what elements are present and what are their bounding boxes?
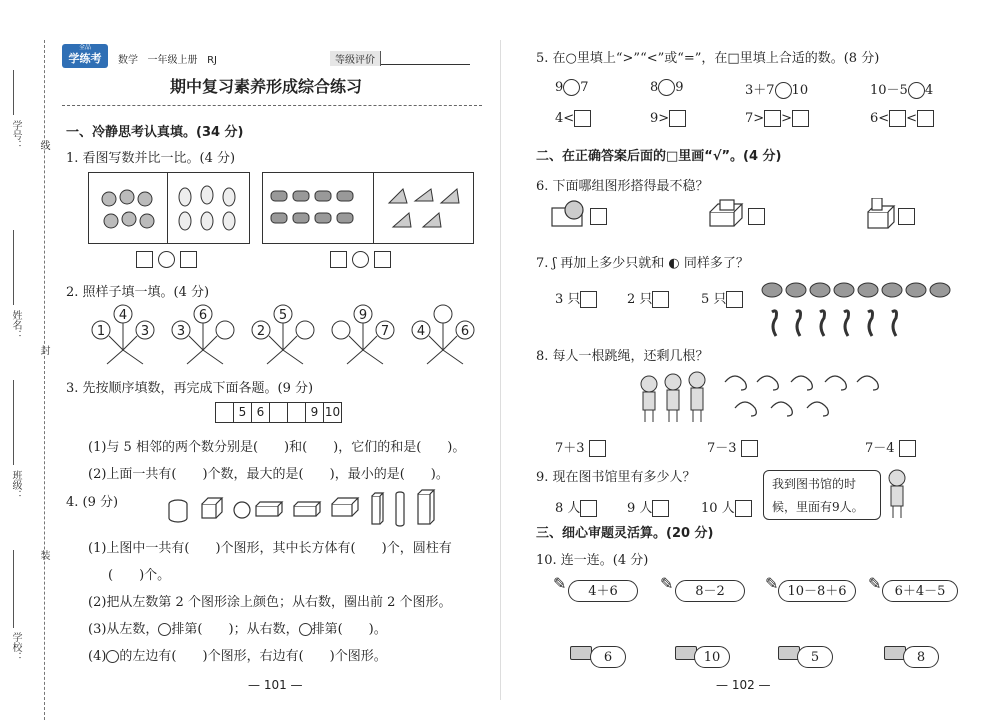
page-number-right: — 102 — [716,678,771,692]
compare-circle[interactable] [775,82,792,99]
pencil-icon: ✎ [660,574,674,593]
pencil-icon: ✎ [868,574,882,593]
check-box[interactable] [580,500,597,517]
logo: 全品 学练考 [62,44,108,68]
seal-mark: 装 [38,550,49,560]
svg-text:4: 4 [118,308,128,323]
picture-frame-fruit [88,172,250,244]
question-4-part-4: (4) 的左边有( )个图形，右边有( )个图形。 [88,649,387,664]
check-box[interactable] [589,440,606,457]
pencil-icon: ✎ [553,574,567,593]
seq-cell: 5 [234,403,252,422]
seal-mark: 线 [38,140,49,150]
seq-cell [270,403,288,422]
pencil-icon: ✎ [765,574,779,593]
sphere-icon [158,623,171,636]
question-4-part-2: (2)把从左数第 2 个图形涂上颜色；从右数，圈出前 2 个图形。 [88,595,452,610]
dolphin-icon: ◐ [668,256,680,271]
expression-pill[interactable]: 10－8＋6 [778,580,856,602]
section-1-title: 一、冷静思考认真填。(34 分) [66,125,244,140]
svg-text:5: 5 [278,308,288,323]
stacking-options [550,198,930,234]
name-label: 姓名： [10,310,21,340]
question-6: 6. 下面哪组图形搭得最不稳？ [536,179,709,194]
check-box[interactable] [735,500,752,517]
answer-box[interactable] [792,110,809,127]
answer-box[interactable] [889,110,906,127]
seq-cell [216,403,234,422]
check-box[interactable] [590,208,607,225]
seal-mark: 封 [38,345,49,355]
compare-row-2 [330,249,391,268]
number-sequence [215,402,342,423]
check-box[interactable] [726,291,743,308]
check-box[interactable] [899,440,916,457]
seahorse-icon: ʃ [552,256,557,271]
seq-cell: 10 [324,403,342,422]
check-box[interactable] [898,208,915,225]
question-4-part-3: (3)从左数， 排第( )；从右数， 排第( )。 [88,622,387,637]
question-8: 8. 每人一根跳绳，还剩几根？ [536,349,709,364]
check-box[interactable] [748,208,765,225]
answer-box[interactable] [669,110,686,127]
fruit-illustration [89,173,249,243]
answer-pill[interactable]: 8 [903,646,939,668]
svg-text:7: 7 [380,324,390,339]
eraser-icon [570,646,592,660]
check-box[interactable] [652,500,669,517]
rating-box: 等级评价 [330,51,470,65]
solid-shapes [160,488,440,530]
answer-box[interactable] [180,251,197,268]
book-info: 数学 一年级上册 RJ [118,55,217,66]
question-10: 10. 连一连。(4 分) [536,553,649,568]
expression-pill[interactable]: 6＋4－5 [882,580,958,602]
answer-pill[interactable]: 5 [797,646,833,668]
answer-box[interactable] [764,110,781,127]
compare-row-1 [136,249,197,268]
compare-circle[interactable] [563,79,580,96]
seq-cell [288,403,306,422]
svg-text:2: 2 [256,324,266,339]
seq-cell: 6 [252,403,270,422]
svg-text:9: 9 [358,308,368,323]
question-5: 5. 在○里填上“>”“<”或“=”，在□里填上合适的数。(8 分) [536,51,880,66]
question-1: 1. 看图写数并比一比。(4 分) [66,151,236,166]
check-box[interactable] [652,291,669,308]
answer-box[interactable] [136,251,153,268]
question-4-part-1-cont: ( )个。 [108,568,171,583]
sphere-icon [299,623,312,636]
svg-text:6: 6 [460,324,470,339]
svg-text:3: 3 [176,324,186,339]
class-label: 班级： [10,470,21,500]
answer-box[interactable] [574,110,591,127]
page-number-left: — 101 — [248,678,303,692]
compare-circle[interactable] [352,251,369,268]
question-7: 7. ʃ 再加上多少只就和 ◐ 同样多了？ [536,256,749,271]
id-label: 学号： [10,120,21,150]
question-9: 9. 现在图书馆里有多少人？ [536,470,696,485]
section-2-title: 二、在正确答案后面的□里画“√”。(4 分) [536,149,782,164]
question-2: 2. 照样子填一填。(4 分) [66,285,210,300]
answer-pill[interactable]: 10 [694,646,730,668]
speech-bubble: 我到图书馆的时 候，里面有9人。 [763,470,881,520]
check-box[interactable] [580,291,597,308]
seq-cell: 9 [306,403,324,422]
school-label: 学校： [10,632,21,662]
sphere-icon [106,650,119,663]
child-illustration [882,468,912,520]
compare-circle[interactable] [658,79,675,96]
question-3-part-2: (2)上面一共有( )个数，最大的是( )，最小的是( )。 [88,467,449,482]
svg-text:3: 3 [140,324,150,339]
svg-text:1: 1 [96,324,106,339]
binding-margin [0,0,50,722]
children-ropes-illustration [635,370,895,426]
svg-text:4: 4 [416,324,426,339]
expression-pill[interactable]: 8－2 [675,580,745,602]
compare-circle[interactable] [908,82,925,99]
question-4-part-1: (1)上图中一共有( )个图形，其中长方体有( )个，圆柱有 [88,541,452,556]
answer-box[interactable] [917,110,934,127]
check-box[interactable] [741,440,758,457]
compare-circle[interactable] [158,251,175,268]
section-3-title: 三、细心审题灵活算。(20 分) [536,526,714,541]
number-trees [85,302,480,370]
picture-frame-burgers [262,172,474,244]
answer-box[interactable] [330,251,347,268]
burger-cake-illustration [263,173,473,243]
question-4: 4. (9 分) [66,495,119,510]
question-3-part-1: (1)与 5 相邻的两个数分别是( )和( )，它们的和是( )。 [88,440,466,455]
dolphins-seahorses-illustration [760,276,960,342]
answer-pill[interactable]: 6 [590,646,626,668]
expression-pill[interactable]: 4＋6 [568,580,638,602]
question-3: 3. 先按顺序填数，再完成下面各题。(9 分) [66,381,314,396]
answer-box[interactable] [374,251,391,268]
page-title: 期中复习素养形成综合练习 [170,77,363,96]
svg-text:6: 6 [198,308,208,323]
